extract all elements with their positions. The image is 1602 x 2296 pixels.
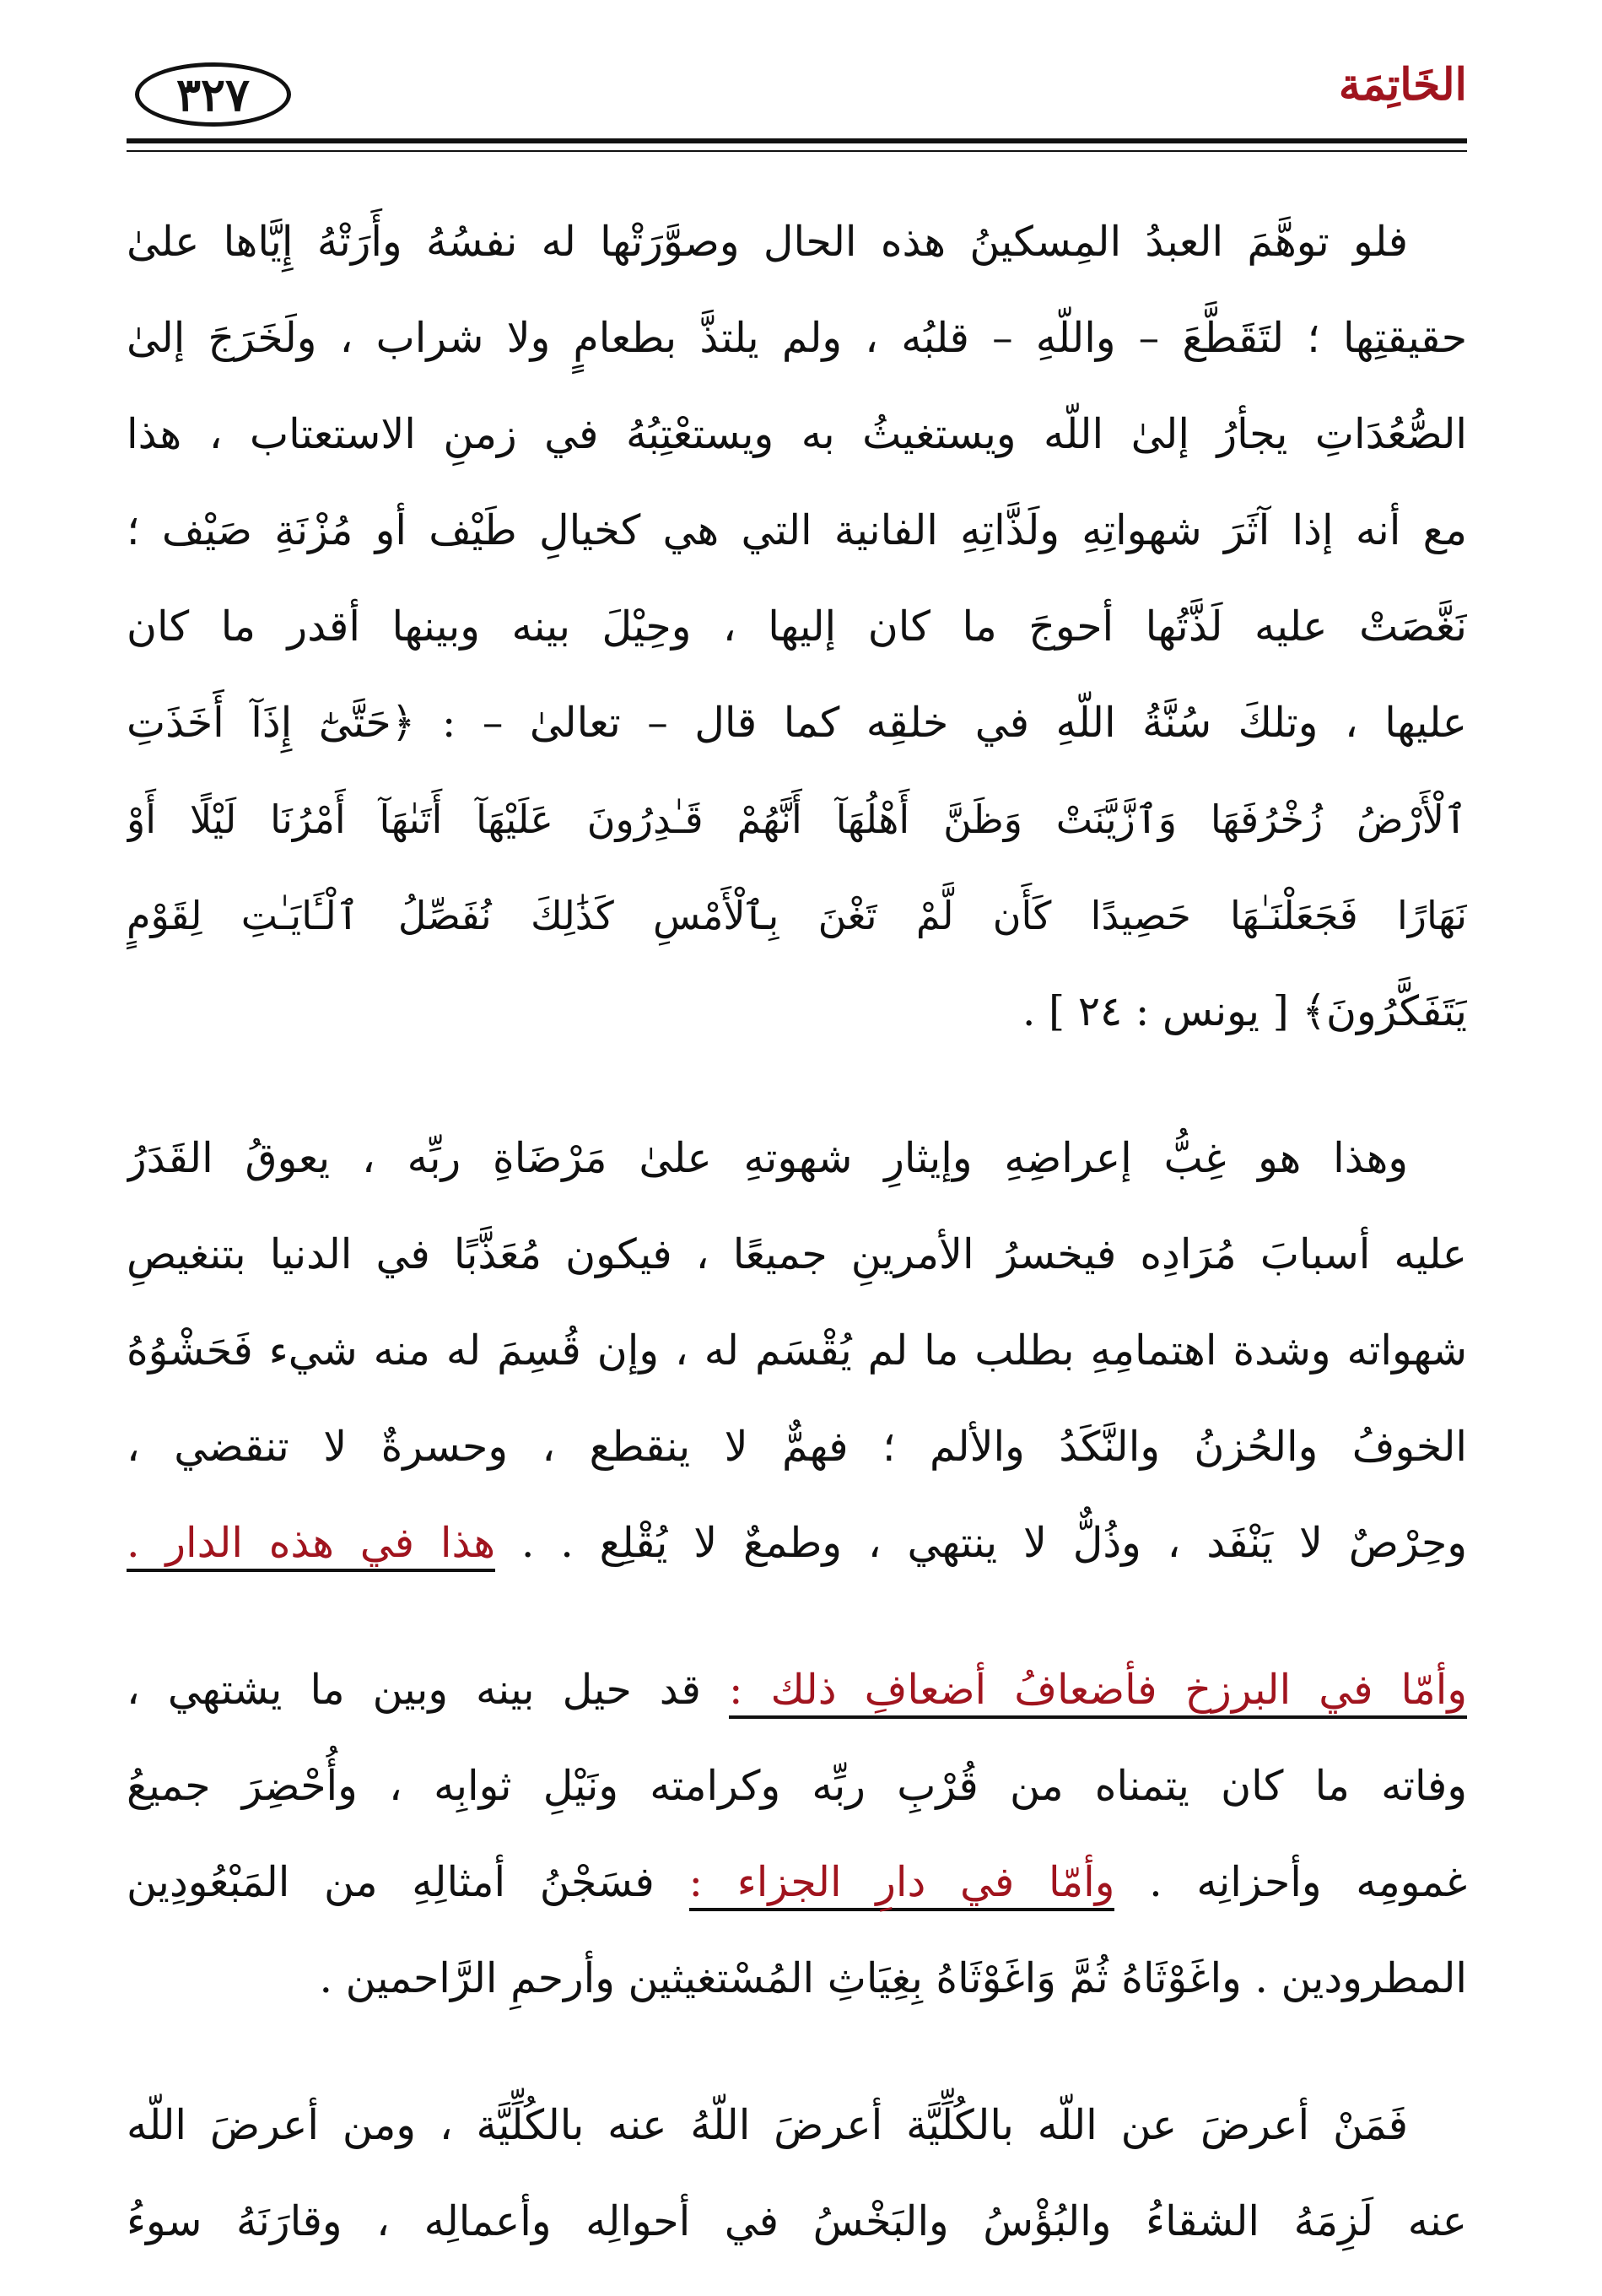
header-rule-thick [127,138,1467,143]
line-text: غمومِه وأحزانِه . [1149,1858,1467,1906]
text-line: نَغَّصَتْ عليه لَذَّتُها أحوجَ ما كان إليها ، وحِيْلَ بينه وبينها أقدر ما كان [127,602,1467,651]
quran-verse-line: نَهَارًا فَجَعَلْنَـٰهَا حَصِيدًا كَأَن لَّمْ تَغْنَ بِٱلْأَمْسِ كَذَٰلِكَ نُفَصِّلُ ٱلْـَٔايَـٰتِ لِقَوْمٍ [127,893,1467,938]
page-header [127,51,1467,152]
section-heading-hereafter: وأمّا في دارِ الجزاء : [689,1858,1115,1911]
text-line [127,1834,1467,1931]
text-line: عنه لَزِمَهُ الشقاءُ والبُؤْسُ والبَخْسُ في أحوالِه وأعمالِه ، وقارَنَهُ سوءُ [127,2197,1467,2245]
text-line: الخوفُ والحُزنُ والنَّكَدُ والألم ؛ فهمٌّ لا ينقطع ، وحسرةٌ لا تنقضي ، [127,1423,1467,1471]
section-heading-this-world: هذا في هذه الدار . [127,1519,495,1572]
paragraph-1 [127,194,1467,1060]
header-rule-thin [127,150,1467,152]
paragraph-2 [127,1110,1467,1591]
text-line: حقيقتِها ؛ لتَقَطَّعَ – واللّهِ – قلبُه ، ولم يلتذَّ بطعامٍ ولا شراب ، ولَخَرَجَ إلىٰ [127,314,1467,362]
text-line: وفاته ما كان يتمناه من قُرْبِ ربِّه وكرامته ونَيْلِ ثوابِه ، وأُحْضِرَ جميعُ [127,1762,1467,1810]
page-number: ٣٢٧ [135,62,291,127]
line-text: وحِرْصٌ لا يَنْفَد ، وذُلٌّ لا ينتهي ، وطمعٌ لا يُقْلِع . . [521,1519,1467,1567]
text-line: شهواته وشدة اهتمامِهِ بطلب ما لم يُقْسَم له ، وإن قُسِمَ له منه شيء فَحَشْوُهُ [127,1326,1467,1375]
text-line: الصُّعُدَاتِ يجأرُ إلىٰ اللّه ويستغيثُ به ويستعْتِبُهُ في زمنِ الاستعتاب ، هذا [127,410,1467,458]
section-heading-barzakh: وأمّا في البرزخ فأضعافُ أضعافِ ذلك : [729,1666,1467,1719]
line-text: فسَجْنُ أمثالِهِ من المَبْعُودِين [127,1858,655,1906]
paragraph-3 [127,1642,1467,2027]
text-line: فلو توهَّمَ العبدُ المِسكينُ هذه الحال وصوَّرَتْها له نفسُهُ وأَرَتْهُ إِيَّاها علىٰ [127,218,1408,266]
text-line: المطرودين . واغَوْثَاهُ ثُمَّ وَاغَوْثَاهُ بِغِيَاثِ المُسْتغيثين وأرحمِ الرَّاحمين . [319,1954,1467,2002]
chapter-title: الخَاتِمَة [1338,59,1467,111]
text-line: وهذا هو غِبُّ إعراضِهِ وإيثارِ شهوتهِ علىٰ مَرْضَاةِ ربِّه ، يعوقُ القَدَرُ [127,1134,1408,1182]
text-line [127,1642,1467,1738]
text-line [127,1495,1467,1591]
paragraph-4 [127,2077,1467,2270]
text-line: عليها ، وتلكَ سُنَّةُ اللّهِ في خلقِه كما قال – تعالىٰ – : ﴿حَتَّىٰٓ إِذَآ أَخَذَتِ [127,699,1467,747]
line-text: قد حيل بينه وبين ما يشتهي ، [127,1666,701,1714]
text-line: فَمَنْ أعرضَ عن اللّه بالكُلِّيَّة أعرضَ اللّهُ عنه بالكُلِّيَّة ، ومن أعرضَ اللّه [127,2101,1408,2149]
text-line: عليه أسبابَ مُرَادِه فيخسرُ الأمرينِ جميعًا ، فيكون مُعَذَّبًا في الدنيا بتنغيصِ [127,1230,1467,1278]
body-text [127,194,1467,2245]
quran-verse-line: ٱلْأَرْضُ زُخْرُفَهَا وَٱزَّيَّنَتْ وَظَنَّ أَهْلُهَآ أَنَّهُمْ قَـٰدِرُونَ عَلَيْهَآ أَتَىٰهَآ أَمْرُنَا لَيْلًا أَوْ [127,797,1467,842]
text-line: مع أنه إذا آثَرَ شهواتِهِ ولَذَّاتِهِ الفانية التي هي كخيالِ طَيْف أو مُزْنَةِ صَيْف ؛ [127,506,1467,554]
verse-citation-line: يَتَفَكَّرُونَ﴾ [ يونس : ٢٤ ] . [1022,987,1467,1035]
